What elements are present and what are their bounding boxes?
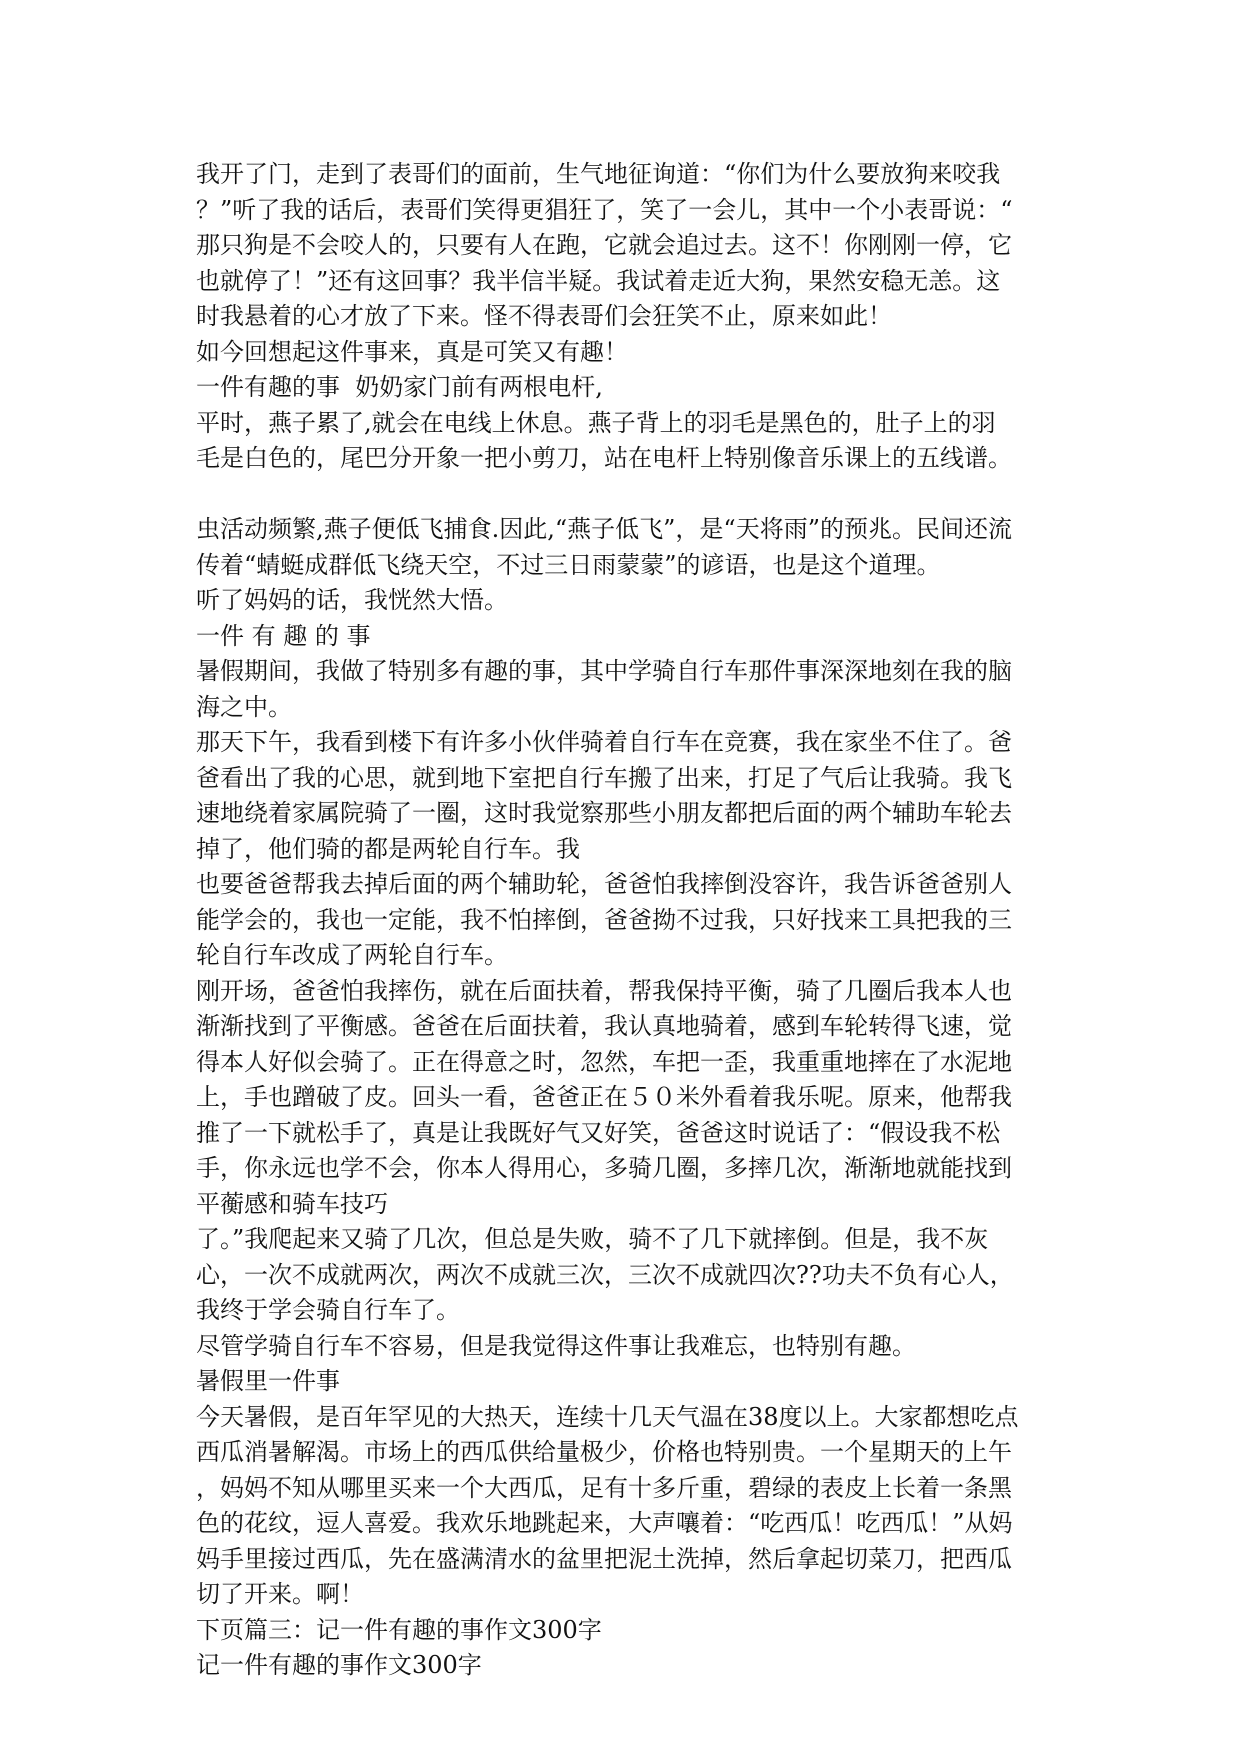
text-line: 平时，燕子累了,就会在电线上休息。燕子背上的羽毛是黑色的，肚子上的羽 (196, 408, 996, 437)
text-line: ，妈妈不知从哪里买来一个大西瓜，足有十多斤重，碧绿的表皮上长着一条黑 (196, 1473, 1012, 1502)
text-line: 得本人好似会骑了。正在得意之时，忽然，车把一歪，我重重地摔在了水泥地 (196, 1047, 1012, 1076)
text-line: 虫活动频繁,燕子便低飞捕食.因此,“燕子低飞”，是“天将雨”的预兆。民间还流 (196, 515, 1012, 543)
text-line: 速地绕着家属院骑了一圈，这时我觉察那些小朋友都把后面的两个辅助车轮去 (196, 799, 1012, 827)
text-line: 手，你永远也学不会，你本人得用心，多骑几圈，多摔几次，渐渐地就能找到 (196, 1154, 1012, 1182)
text-line: 我终于学会骑自行车了。 (196, 1296, 460, 1324)
text-line: 如今回想起这件事来，真是可笑又有趣！ (196, 337, 628, 366)
text-line: 渐渐找到了平衡感。爸爸在后面扶着，我认真地骑着，感到车轮转得飞速，觉 (196, 1012, 1012, 1040)
text-line: 那只狗是不会咬人的，只要有人在跑，它就会追过去。这不！你刚刚一停，它 (196, 231, 1012, 259)
text-line: 心，一次不成就两次，两次不成就三次，三次不成就四次??功夫不负有心人， (196, 1260, 1014, 1289)
text-line (196, 477, 1056, 513)
text-line: 也就停了！”还有这回事？我半信半疑。我试着走近大狗，果然安稳无恙。这 (196, 266, 1001, 295)
text-line: 也要爸爸帮我去掉后面的两个辅助轮，爸爸怕我摔倒没容许，我告诉爸爸别人 (196, 870, 1012, 898)
text-line: 听了妈妈的话，我恍然大悟。 (196, 586, 508, 614)
text-line: 色的花纹，逗人喜爱。我欢乐地跳起来，大声嚷着：“吃西瓜！吃西瓜！”从妈 (196, 1509, 1013, 1537)
text-line: 刚开场，爸爸怕我摔伤，就在后面扶着，帮我保持平衡，骑了几圈后我本人也 (196, 976, 1012, 1005)
text-line: 毛是白色的，尾巴分开象一把小剪刀，站在电杆上特别像音乐课上的五线谱。 (196, 444, 1012, 472)
text-line: 时我悬着的心才放了下来。怪不得表哥们会狂笑不止，原来如此！ (196, 302, 892, 330)
text-line: 爸看出了我的心思，就到地下室把自行车搬了出来，打足了气后让我骑。我飞 (196, 763, 1012, 792)
text-line: 了。”我爬起来又骑了几次，但总是失败，骑不了几下就摔倒。但是，我不灰 (196, 1225, 989, 1253)
text-line: 海之中。 (196, 692, 292, 721)
text-line: 暑假期间，我做了特别多有趣的事，其中学骑自行车那件事深深地刻在我的脑 (196, 657, 1012, 685)
text-line: 推了一下就松手了，真是让我既好气又好笑，爸爸这时说话了：“假设我不松 (196, 1118, 1001, 1147)
text-line: 今天暑假，是百年罕见的大热天，连续十几天气温在38度以上。大家都想吃点 (196, 1402, 1019, 1431)
text-line: 那天下午，我看到楼下有许多小伙伴骑着自行车在竞赛，我在家坐不住了。爸 (196, 728, 1012, 756)
text-line: 掉了，他们骑的都是两轮自行车。我 (196, 834, 580, 863)
text-line: 我开了门，走到了表哥们的面前，生气地征询道：“你们为什么要放狗来咬我 (196, 160, 1001, 188)
text-line: 一件 有 趣 的 事 (196, 621, 371, 650)
text-line: 下页篇三：记一件有趣的事作文300字 (196, 1615, 602, 1644)
text-line: 轮自行车改成了两轮自行车。 (196, 941, 508, 969)
text-line: 上，手也蹭破了皮。回头一看，爸爸正在５０米外看着我乐呢。原来，他帮我 (196, 1083, 1012, 1111)
text-line: 能学会的，我也一定能，我不怕摔倒，爸爸拗不过我，只好找来工具把我的三 (196, 905, 1012, 934)
text-line: 传着“蜻蜓成群低飞绕天空，不过三日雨蒙蒙”的谚语，也是这个道理。 (196, 550, 941, 579)
text-line: 平蘅感和骑车技巧 (196, 1189, 388, 1218)
text-line: 暑假里一件事 (196, 1367, 340, 1395)
text-line: 妈手里接过西瓜，先在盛满清水的盆里把泥土洗掉，然后拿起切菜刀，把西瓜 (196, 1544, 1012, 1573)
document-body (196, 157, 1056, 1684)
text-line: 记一件有趣的事作文300字 (196, 1651, 482, 1679)
text-line: 切了开来。啊！ (196, 1580, 364, 1608)
text-line: 一件有趣的事 奶奶家门前有两根电杆, (196, 373, 603, 401)
text-line: ？”听了我的话后，表哥们笑得更猖狂了，笑了一会儿，其中一个小表哥说：“ (196, 195, 1013, 224)
text-line: 西瓜消暑解渴。市场上的西瓜供给量极少，价格也特别贵。一个星期天的上午 (196, 1438, 1012, 1466)
text-line: 尽管学骑自行车不容易，但是我觉得这件事让我难忘，也特别有趣。 (196, 1331, 916, 1360)
